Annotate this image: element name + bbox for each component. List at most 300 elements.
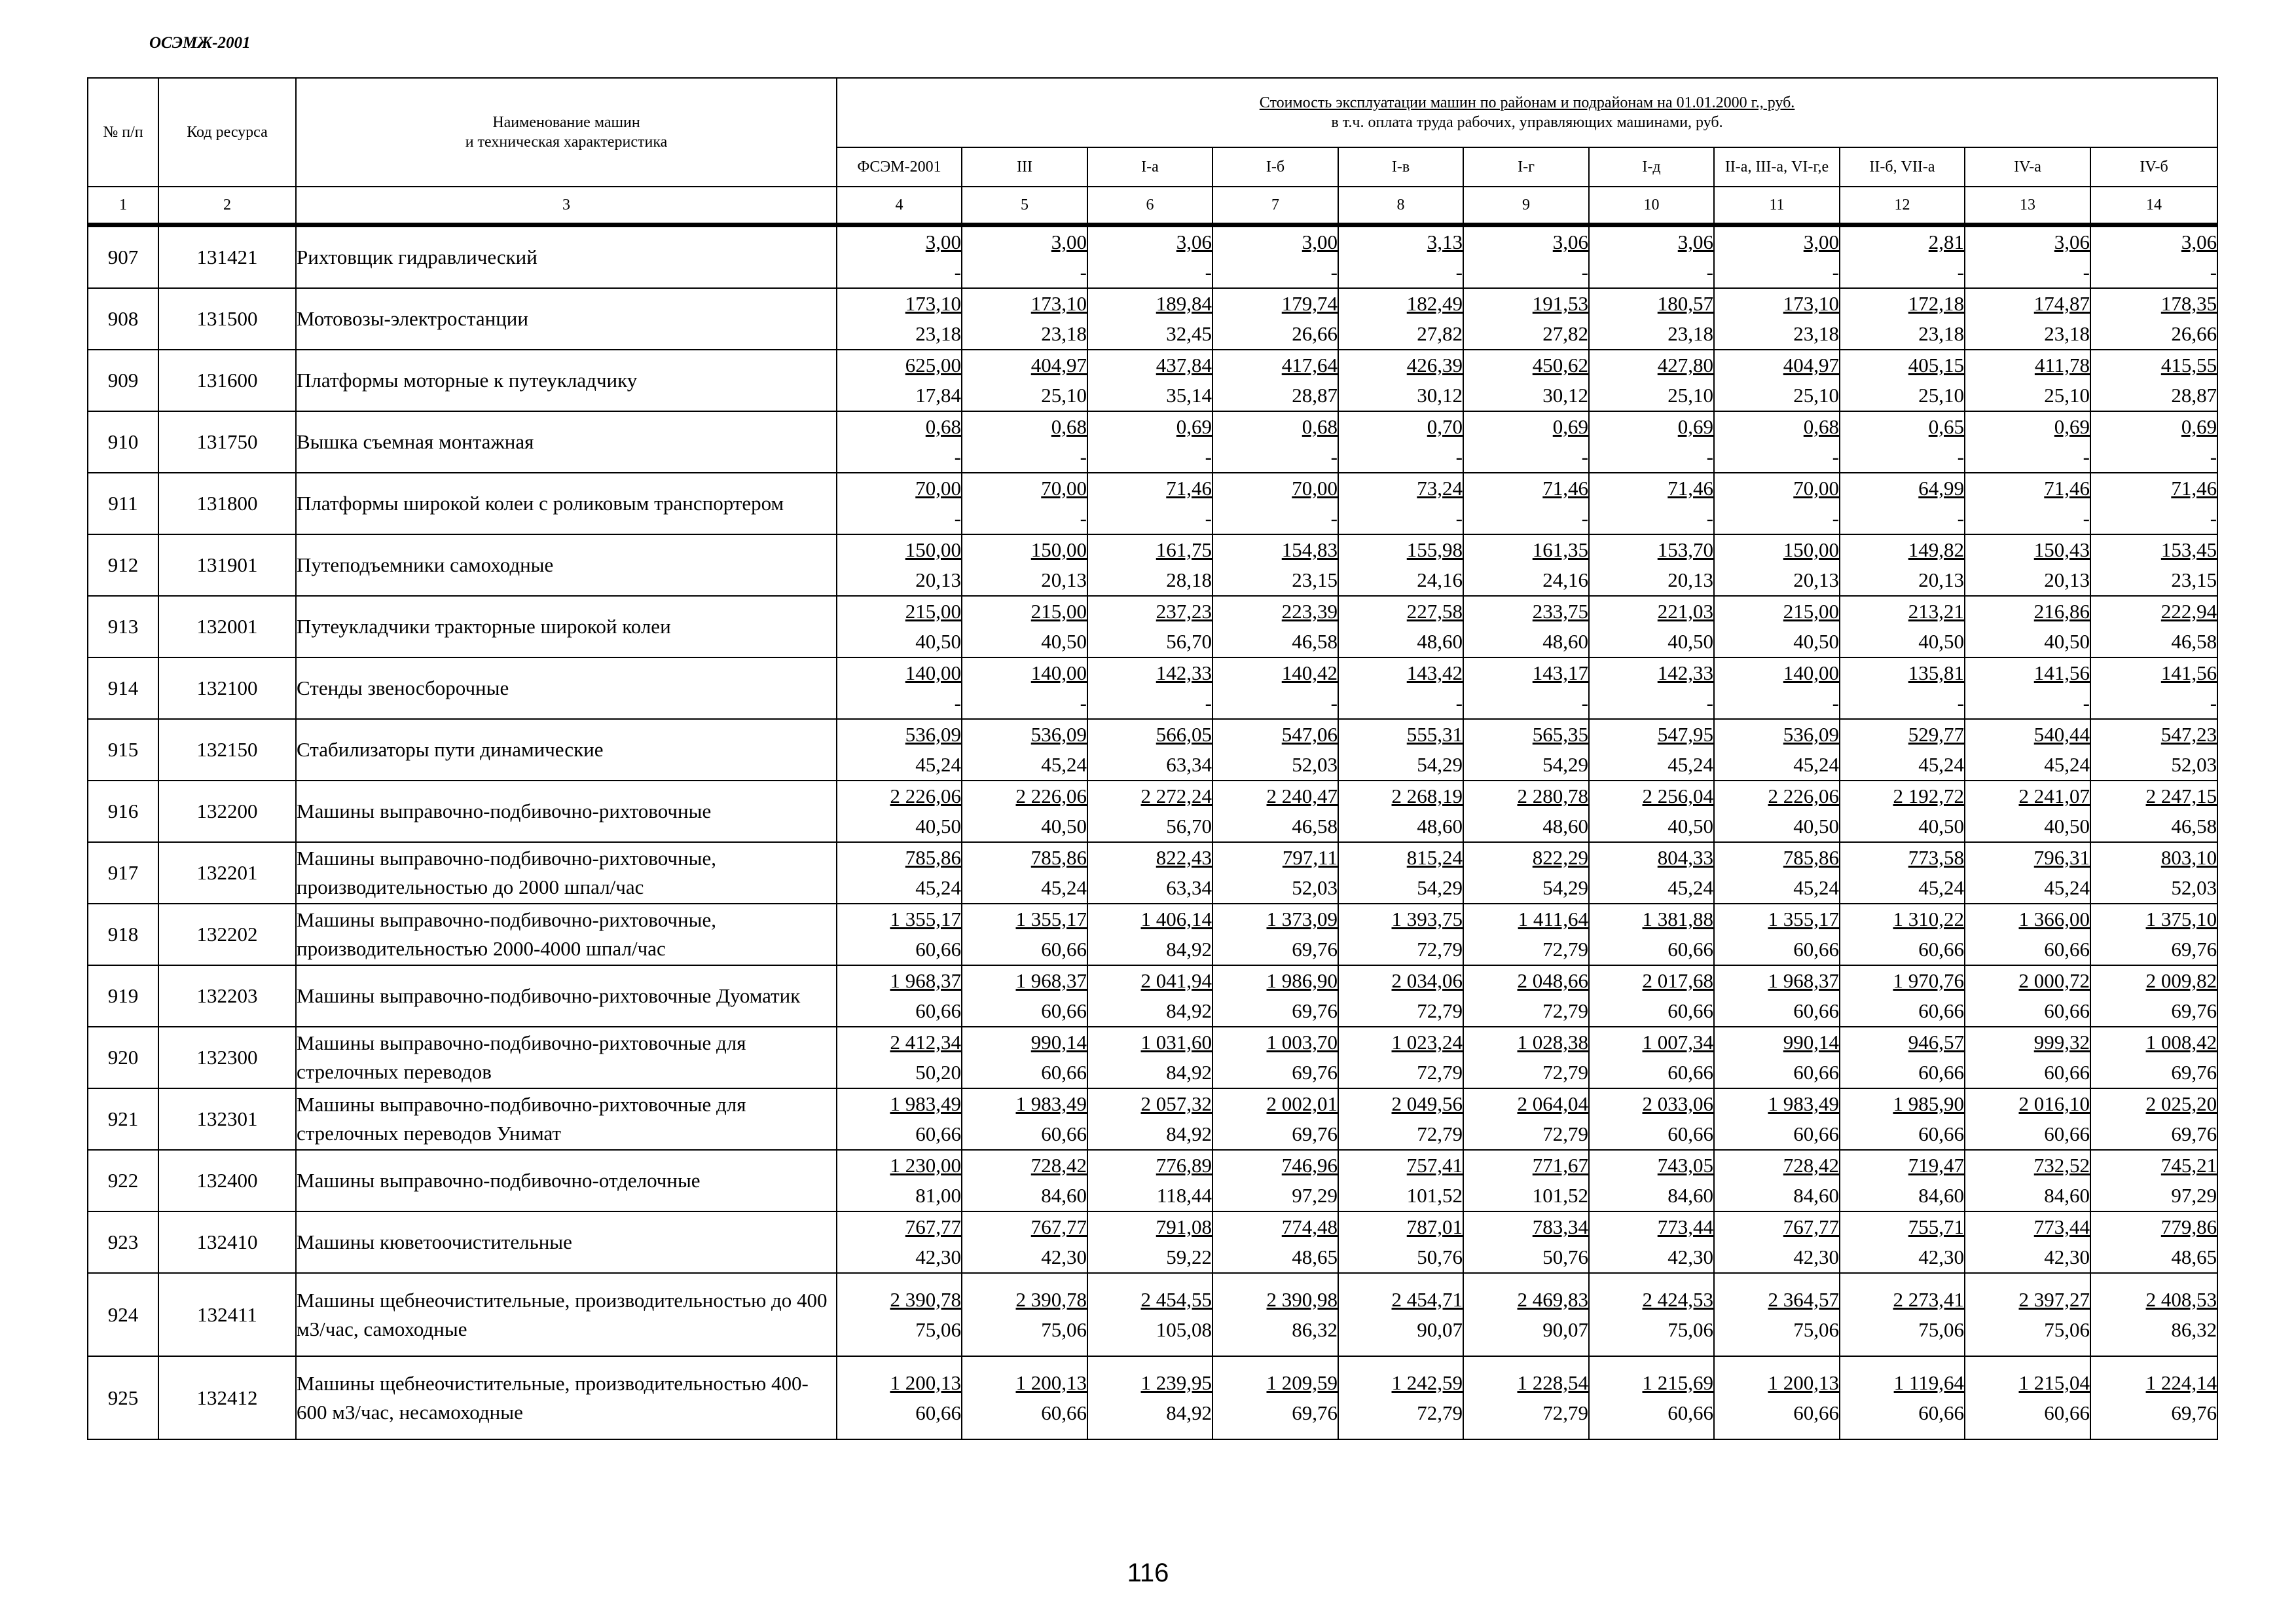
cost-cell bbox=[962, 288, 1087, 350]
cost-cell bbox=[1840, 1356, 1965, 1439]
machine-name: Машины выправочно-подбивочно-рихтовочные Дуоматик bbox=[296, 965, 837, 1027]
operating-cost: 3,00 bbox=[1302, 231, 1338, 253]
cost-cell bbox=[962, 411, 1087, 473]
cost-cell bbox=[1212, 350, 1338, 411]
labor-cost: 23,18 bbox=[1918, 322, 1964, 345]
operating-cost: 1 411,64 bbox=[1518, 908, 1588, 931]
labor-cost: 48,60 bbox=[1417, 630, 1463, 653]
labor-cost: 45,24 bbox=[1667, 753, 1713, 776]
machine-name: Путеподъемники самоходные bbox=[296, 534, 837, 596]
labor-cost: - bbox=[1832, 261, 1839, 284]
labor-cost: - bbox=[1706, 507, 1713, 530]
labor-cost: 52,03 bbox=[2171, 753, 2217, 776]
operating-cost: 216,86 bbox=[2033, 600, 2090, 623]
labor-cost: 97,29 bbox=[1292, 1184, 1338, 1207]
cost-cell bbox=[1714, 227, 1840, 288]
cost-cell bbox=[1965, 1027, 2090, 1088]
operating-cost: 141,56 bbox=[2160, 661, 2217, 684]
cost-cell bbox=[1714, 1273, 1840, 1356]
operating-cost: 178,35 bbox=[2160, 292, 2217, 315]
cost-cell bbox=[837, 473, 962, 534]
labor-cost: 23,18 bbox=[915, 322, 961, 345]
operating-cost: 3,06 bbox=[1552, 231, 1588, 253]
cost-cell bbox=[1589, 596, 1714, 657]
labor-cost: 54,29 bbox=[1417, 753, 1463, 776]
operating-cost: 1 007,34 bbox=[1642, 1031, 1713, 1054]
operating-cost: 797,11 bbox=[1282, 846, 1338, 869]
labor-cost: 24,16 bbox=[1542, 568, 1588, 591]
operating-cost: 822,29 bbox=[1532, 846, 1588, 869]
operating-cost: 2 268,19 bbox=[1391, 784, 1463, 807]
operating-cost: 1 355,17 bbox=[1768, 908, 1839, 931]
labor-cost: 45,24 bbox=[1918, 753, 1964, 776]
cost-cell bbox=[962, 1273, 1087, 1356]
operating-cost: 0,69 bbox=[2054, 415, 2090, 438]
labor-cost: - bbox=[1957, 261, 1964, 284]
labor-cost: - bbox=[1706, 445, 1713, 468]
table-body bbox=[88, 225, 2217, 1440]
labor-cost: 40,50 bbox=[915, 815, 961, 838]
cost-cell bbox=[1212, 534, 1338, 596]
labor-cost: 30,12 bbox=[1542, 384, 1588, 407]
row-number: 918 bbox=[88, 904, 158, 965]
row-number: 915 bbox=[88, 719, 158, 781]
operating-cost: 804,33 bbox=[1657, 846, 1713, 869]
labor-cost: 45,24 bbox=[2044, 876, 2090, 899]
operating-cost: 415,55 bbox=[2160, 354, 2217, 377]
cost-cell bbox=[1589, 473, 1714, 534]
labor-cost: 60,66 bbox=[1667, 1061, 1713, 1084]
column-number: 6 bbox=[1087, 187, 1212, 225]
labor-cost: - bbox=[1330, 507, 1338, 530]
operating-cost: 2 034,06 bbox=[1391, 969, 1463, 992]
machine-name: Машины выправочно-подбивочно-рихтовочные для стрелочных переводов bbox=[296, 1027, 837, 1088]
operating-cost: 71,46 bbox=[2044, 477, 2090, 500]
labor-cost: 42,30 bbox=[2044, 1246, 2090, 1268]
operating-cost: 154,83 bbox=[1281, 538, 1338, 561]
operating-cost: 1 200,13 bbox=[890, 1371, 961, 1394]
cost-cell bbox=[1714, 534, 1840, 596]
labor-cost: - bbox=[2210, 692, 2217, 714]
labor-cost: 40,50 bbox=[1793, 815, 1839, 838]
column-number: 1 bbox=[88, 187, 158, 225]
labor-cost: - bbox=[2210, 445, 2217, 468]
cost-cell bbox=[1714, 1150, 1840, 1211]
labor-cost: 45,24 bbox=[915, 753, 961, 776]
labor-cost: 69,76 bbox=[2171, 999, 2217, 1022]
cost-cell bbox=[1212, 904, 1338, 965]
cost-cell bbox=[2090, 965, 2217, 1027]
operating-cost: 773,44 bbox=[1657, 1215, 1713, 1238]
labor-cost: 48,60 bbox=[1542, 815, 1588, 838]
table-row bbox=[88, 781, 2217, 842]
operating-cost: 1 215,04 bbox=[2018, 1371, 2090, 1394]
cost-cell bbox=[1338, 350, 1463, 411]
operating-cost: 2,81 bbox=[1928, 231, 1964, 253]
operating-cost: 803,10 bbox=[2160, 846, 2217, 869]
cost-cell bbox=[1463, 1273, 1589, 1356]
operating-cost: 2 272,24 bbox=[1140, 784, 1212, 807]
cost-cell bbox=[1338, 965, 1463, 1027]
cost-cell bbox=[1965, 781, 2090, 842]
cost-cell bbox=[962, 534, 1087, 596]
operating-cost: 426,39 bbox=[1406, 354, 1463, 377]
cost-cell bbox=[2090, 657, 2217, 719]
operating-cost: 3,06 bbox=[1176, 231, 1212, 253]
cost-cell bbox=[1087, 227, 1212, 288]
labor-cost: 60,66 bbox=[1918, 1061, 1964, 1084]
cost-cell bbox=[2090, 473, 2217, 534]
operating-cost: 450,62 bbox=[1532, 354, 1588, 377]
resource-code: 132410 bbox=[158, 1211, 296, 1273]
labor-cost: 84,60 bbox=[2044, 1184, 2090, 1207]
operating-cost: 71,46 bbox=[1542, 477, 1588, 500]
operating-cost: 755,71 bbox=[1908, 1215, 1964, 1238]
cost-cell bbox=[1087, 534, 1212, 596]
cost-cell bbox=[2090, 1150, 2217, 1211]
labor-cost: 72,79 bbox=[1417, 938, 1463, 961]
labor-cost: 25,10 bbox=[1918, 384, 1964, 407]
col-header-cost bbox=[837, 78, 2217, 147]
cost-cell bbox=[1463, 227, 1589, 288]
operating-cost: 1 224,14 bbox=[2145, 1371, 2217, 1394]
operating-cost: 71,46 bbox=[1166, 477, 1212, 500]
operating-cost: 785,86 bbox=[905, 846, 961, 869]
operating-cost: 215,00 bbox=[1783, 600, 1839, 623]
labor-cost: 48,65 bbox=[1292, 1246, 1338, 1268]
operating-cost: 0,68 bbox=[1803, 415, 1839, 438]
operating-cost: 1 003,70 bbox=[1266, 1031, 1338, 1054]
operating-cost: 1 023,24 bbox=[1391, 1031, 1463, 1054]
operating-cost: 2 002,01 bbox=[1266, 1092, 1338, 1115]
operating-cost: 555,31 bbox=[1406, 723, 1463, 746]
operating-cost: 796,31 bbox=[2033, 846, 2090, 869]
operating-cost: 2 273,41 bbox=[1893, 1287, 1964, 1311]
cost-cell bbox=[962, 1356, 1087, 1439]
cost-cell bbox=[1965, 227, 2090, 288]
cost-cell bbox=[1087, 781, 1212, 842]
labor-cost: 60,66 bbox=[2044, 1401, 2090, 1424]
cost-cell bbox=[2090, 842, 2217, 904]
row-number: 920 bbox=[88, 1027, 158, 1088]
labor-cost: 72,79 bbox=[1542, 1061, 1588, 1084]
labor-cost: 20,13 bbox=[1667, 568, 1713, 591]
operating-cost: 1 968,37 bbox=[1015, 969, 1087, 992]
operating-cost: 757,41 bbox=[1406, 1154, 1463, 1177]
labor-cost: 60,66 bbox=[1793, 999, 1839, 1022]
operating-cost: 2 000,72 bbox=[2018, 969, 2090, 992]
cost-cell bbox=[1589, 227, 1714, 288]
operating-cost: 71,46 bbox=[1667, 477, 1713, 500]
cost-cell bbox=[1965, 1150, 2090, 1211]
labor-cost: 60,66 bbox=[1918, 1122, 1964, 1145]
operating-cost: 771,67 bbox=[1532, 1154, 1588, 1177]
labor-cost: 75,06 bbox=[1041, 1318, 1087, 1341]
cost-cell bbox=[1212, 1088, 1338, 1150]
operating-cost: 140,00 bbox=[1030, 661, 1087, 684]
labor-cost: - bbox=[1205, 261, 1212, 284]
operating-cost: 223,39 bbox=[1281, 600, 1338, 623]
cost-cell bbox=[2090, 904, 2217, 965]
operating-cost: 1 985,90 bbox=[1893, 1092, 1964, 1115]
cost-cell bbox=[1463, 965, 1589, 1027]
column-number: 9 bbox=[1463, 187, 1589, 225]
labor-cost: 40,50 bbox=[1667, 630, 1713, 653]
cost-cell bbox=[1463, 596, 1589, 657]
labor-cost: 75,06 bbox=[1667, 1318, 1713, 1341]
cost-cell bbox=[1087, 1356, 1212, 1439]
cost-cell bbox=[1338, 1211, 1463, 1273]
operating-cost: 150,43 bbox=[2033, 538, 2090, 561]
labor-cost: 45,24 bbox=[1041, 753, 1087, 776]
col-header-name-line2: и техническая характеристика bbox=[465, 134, 668, 151]
labor-cost: 54,29 bbox=[1542, 753, 1588, 776]
labor-cost: 45,24 bbox=[2044, 753, 2090, 776]
operating-cost: 140,00 bbox=[905, 661, 961, 684]
labor-cost: - bbox=[2210, 261, 2217, 284]
cost-cell bbox=[1212, 657, 1338, 719]
cost-cell bbox=[837, 534, 962, 596]
operating-cost: 153,45 bbox=[2160, 538, 2217, 561]
operating-cost: 547,95 bbox=[1657, 723, 1713, 746]
operating-cost: 227,58 bbox=[1406, 600, 1463, 623]
column-number: 8 bbox=[1338, 187, 1463, 225]
labor-cost: 69,76 bbox=[1292, 999, 1338, 1022]
labor-cost: 60,66 bbox=[915, 1401, 961, 1424]
operating-cost: 1 119,64 bbox=[1893, 1371, 1964, 1394]
cost-cell bbox=[1714, 473, 1840, 534]
resource-code: 132100 bbox=[158, 657, 296, 719]
labor-cost: 48,60 bbox=[1542, 630, 1588, 653]
labor-cost: 60,66 bbox=[1041, 1122, 1087, 1145]
labor-cost: - bbox=[1455, 692, 1463, 714]
region-header: IV-б bbox=[2090, 147, 2217, 187]
cost-cell bbox=[1589, 965, 1714, 1027]
operating-cost: 233,75 bbox=[1532, 600, 1588, 623]
labor-cost: 28,18 bbox=[1166, 568, 1212, 591]
cost-cell bbox=[2090, 1027, 2217, 1088]
labor-cost: 84,92 bbox=[1166, 1401, 1212, 1424]
cost-cell bbox=[837, 350, 962, 411]
cost-cell bbox=[962, 1211, 1087, 1273]
cost-cell bbox=[1212, 1027, 1338, 1088]
machine-name: Машины выправочно-подбивочно-отделочные bbox=[296, 1150, 837, 1211]
cost-cell bbox=[1965, 657, 2090, 719]
labor-cost: - bbox=[1581, 507, 1588, 530]
labor-cost: 75,06 bbox=[1918, 1318, 1964, 1341]
operating-cost: 2 226,06 bbox=[1768, 784, 1839, 807]
operating-cost: 1 028,38 bbox=[1517, 1031, 1588, 1054]
operating-cost: 2 280,78 bbox=[1517, 784, 1588, 807]
cost-cell bbox=[1338, 1150, 1463, 1211]
cost-cell bbox=[1589, 1150, 1714, 1211]
operating-cost: 3,06 bbox=[2181, 231, 2217, 253]
table-row bbox=[88, 1088, 2217, 1150]
labor-cost: 46,58 bbox=[2171, 630, 2217, 653]
operating-cost: 566,05 bbox=[1156, 723, 1212, 746]
cost-cell bbox=[1840, 965, 1965, 1027]
operating-cost: 2 016,10 bbox=[2018, 1092, 2090, 1115]
machine-name: Платформы моторные к путеукладчику bbox=[296, 350, 837, 411]
labor-cost: 63,34 bbox=[1166, 876, 1212, 899]
cost-cell bbox=[1965, 411, 2090, 473]
operating-cost: 536,09 bbox=[905, 723, 961, 746]
table-row bbox=[88, 719, 2217, 781]
cost-cell bbox=[1840, 473, 1965, 534]
cost-cell bbox=[1338, 657, 1463, 719]
operating-cost: 70,00 bbox=[1793, 477, 1839, 500]
operating-cost: 135,81 bbox=[1908, 661, 1964, 684]
labor-cost: - bbox=[1957, 445, 1964, 468]
cost-cell bbox=[1589, 1356, 1714, 1439]
row-number: 916 bbox=[88, 781, 158, 842]
labor-cost: 45,24 bbox=[1793, 753, 1839, 776]
operating-cost: 728,42 bbox=[1783, 1154, 1839, 1177]
cost-cell bbox=[1840, 719, 1965, 781]
resource-code: 131901 bbox=[158, 534, 296, 596]
cost-cell bbox=[1589, 781, 1714, 842]
operating-cost: 2 454,55 bbox=[1140, 1287, 1212, 1311]
col-header-cost-line1: Стоимость эксплуатации машин по районам и подрайонам на 01.01.2000 г., руб. bbox=[1259, 94, 1795, 111]
cost-cell bbox=[1589, 719, 1714, 781]
labor-cost: 84,60 bbox=[1041, 1184, 1087, 1207]
operating-cost: 0,68 bbox=[925, 415, 961, 438]
cost-cell bbox=[1840, 1211, 1965, 1273]
cost-cell bbox=[1714, 350, 1840, 411]
operating-cost: 743,05 bbox=[1657, 1154, 1713, 1177]
cost-cell bbox=[1338, 596, 1463, 657]
cost-cell bbox=[1714, 1027, 1840, 1088]
labor-cost: - bbox=[1080, 445, 1087, 468]
operating-cost: 547,06 bbox=[1281, 723, 1338, 746]
operating-cost: 1 393,75 bbox=[1391, 908, 1463, 931]
region-header: I-в bbox=[1338, 147, 1463, 187]
resource-code: 132411 bbox=[158, 1273, 296, 1356]
labor-cost: - bbox=[1080, 692, 1087, 714]
operating-cost: 776,89 bbox=[1156, 1154, 1212, 1177]
cost-cell bbox=[1714, 1356, 1840, 1439]
cost-cell bbox=[1087, 1088, 1212, 1150]
cost-cell bbox=[1463, 473, 1589, 534]
cost-cell bbox=[1965, 350, 2090, 411]
col-header-cost-line2: в т.ч. оплата труда рабочих, управляющих машинами, руб. bbox=[1331, 114, 1723, 131]
labor-cost: 60,66 bbox=[1918, 999, 1964, 1022]
labor-cost: 20,13 bbox=[1041, 568, 1087, 591]
resource-code: 132300 bbox=[158, 1027, 296, 1088]
labor-cost: 60,66 bbox=[1918, 1401, 1964, 1424]
operating-cost: 2 048,66 bbox=[1517, 969, 1588, 992]
operating-cost: 2 247,15 bbox=[2145, 784, 2217, 807]
table-row bbox=[88, 227, 2217, 288]
labor-cost: 40,50 bbox=[915, 630, 961, 653]
cost-cell bbox=[1338, 288, 1463, 350]
cost-cell bbox=[837, 965, 962, 1027]
cost-cell bbox=[2090, 719, 2217, 781]
table-row bbox=[88, 596, 2217, 657]
operating-cost: 999,32 bbox=[2033, 1031, 2090, 1054]
operating-cost: 140,42 bbox=[1281, 661, 1338, 684]
labor-cost: 28,87 bbox=[2171, 384, 2217, 407]
operating-cost: 2 424,53 bbox=[1642, 1287, 1713, 1311]
cost-cell bbox=[1840, 288, 1965, 350]
cost-cell bbox=[1212, 719, 1338, 781]
cost-cell bbox=[837, 781, 962, 842]
operating-cost: 3,13 bbox=[1427, 231, 1463, 253]
operating-cost: 0,68 bbox=[1302, 415, 1338, 438]
col-header-name-line1: Наименование машин bbox=[492, 114, 640, 131]
col-header-name bbox=[296, 78, 837, 187]
labor-cost: 20,13 bbox=[1918, 568, 1964, 591]
labor-cost: 60,66 bbox=[2044, 1061, 2090, 1084]
operating-cost: 767,77 bbox=[1783, 1215, 1839, 1238]
row-number: 919 bbox=[88, 965, 158, 1027]
labor-cost: 40,50 bbox=[2044, 815, 2090, 838]
labor-cost: 46,58 bbox=[2171, 815, 2217, 838]
cost-cell bbox=[1589, 904, 1714, 965]
labor-cost: 60,66 bbox=[2044, 1122, 2090, 1145]
operating-cost: 2 241,07 bbox=[2018, 784, 2090, 807]
labor-cost: 50,76 bbox=[1417, 1246, 1463, 1268]
resource-code: 132201 bbox=[158, 842, 296, 904]
operating-cost: 2 017,68 bbox=[1642, 969, 1713, 992]
cost-cell bbox=[1589, 288, 1714, 350]
operating-cost: 1 983,49 bbox=[1768, 1092, 1839, 1115]
operating-cost: 767,77 bbox=[1030, 1215, 1087, 1238]
operating-cost: 0,69 bbox=[1176, 415, 1212, 438]
resource-code: 132400 bbox=[158, 1150, 296, 1211]
cost-cell bbox=[1840, 350, 1965, 411]
cost-cell bbox=[962, 1088, 1087, 1150]
cost-cell bbox=[1087, 596, 1212, 657]
labor-cost: 42,30 bbox=[915, 1246, 961, 1268]
operating-cost: 0,69 bbox=[1552, 415, 1588, 438]
cost-cell bbox=[962, 1150, 1087, 1211]
labor-cost: 97,29 bbox=[2171, 1184, 2217, 1207]
cost-cell bbox=[2090, 350, 2217, 411]
operating-cost: 143,42 bbox=[1406, 661, 1463, 684]
cost-cell bbox=[1463, 1356, 1589, 1439]
cost-cell bbox=[1087, 288, 1212, 350]
cost-cell bbox=[1965, 719, 2090, 781]
operating-cost: 1 406,14 bbox=[1140, 908, 1212, 931]
cost-cell bbox=[1714, 904, 1840, 965]
cost-cell bbox=[1840, 842, 1965, 904]
labor-cost: 60,66 bbox=[1793, 1401, 1839, 1424]
operating-cost: 155,98 bbox=[1406, 538, 1463, 561]
labor-cost: 30,12 bbox=[1417, 384, 1463, 407]
labor-cost: 69,76 bbox=[1292, 1122, 1338, 1145]
cost-cell bbox=[837, 904, 962, 965]
operating-cost: 215,00 bbox=[905, 600, 961, 623]
labor-cost: 28,87 bbox=[1292, 384, 1338, 407]
machine-name: Мотовозы-электростанции bbox=[296, 288, 837, 350]
operating-cost: 773,44 bbox=[2033, 1215, 2090, 1238]
labor-cost: 60,66 bbox=[2044, 999, 2090, 1022]
operating-cost: 783,34 bbox=[1532, 1215, 1588, 1238]
table-row bbox=[88, 288, 2217, 350]
cost-cell bbox=[1965, 288, 2090, 350]
operating-cost: 774,48 bbox=[1281, 1215, 1338, 1238]
labor-cost: 54,29 bbox=[1417, 876, 1463, 899]
cost-cell bbox=[1087, 719, 1212, 781]
operating-cost: 2 041,94 bbox=[1140, 969, 1212, 992]
cost-cell bbox=[1840, 657, 1965, 719]
operating-cost: 2 412,34 bbox=[890, 1031, 961, 1054]
machine-cost-table bbox=[87, 77, 2218, 1440]
region-header: I-г bbox=[1463, 147, 1589, 187]
operating-cost: 2 397,27 bbox=[2018, 1287, 2090, 1311]
cost-cell bbox=[1087, 1211, 1212, 1273]
